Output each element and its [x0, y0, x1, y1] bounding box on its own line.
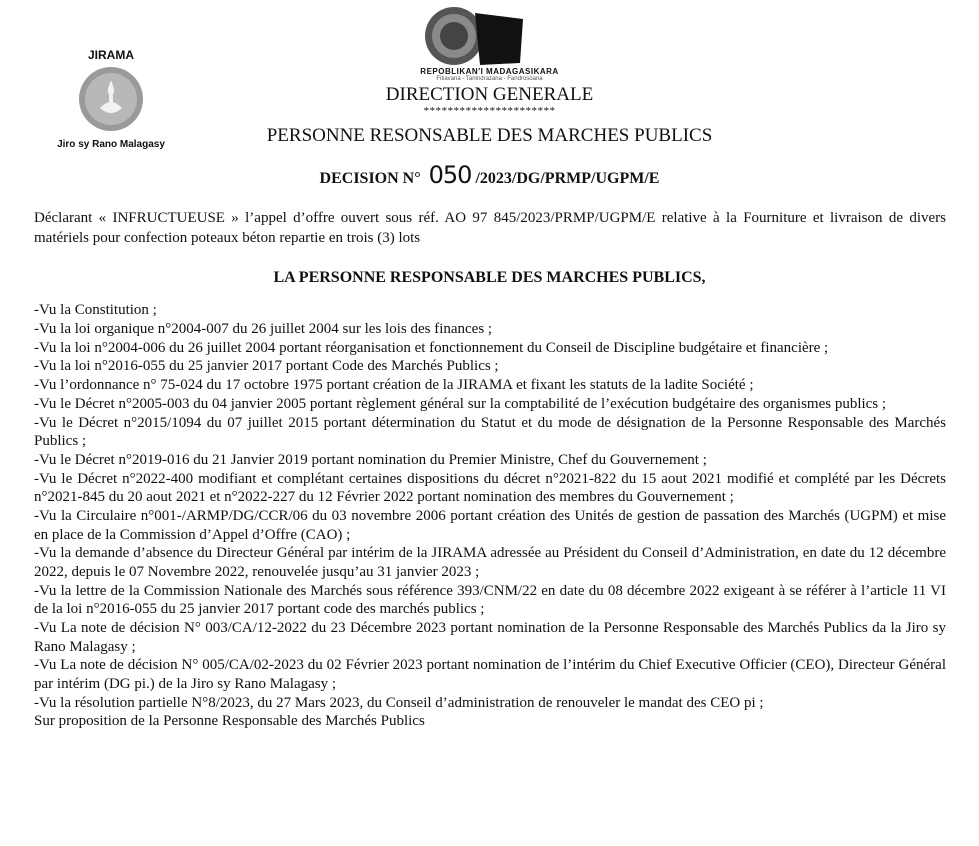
decision-number: 050 [428, 161, 472, 189]
star-separator: ********************** [423, 105, 556, 117]
list-item: -Vu la résolution partielle N°8/2023, du 27 Mars 2023, du Conseil d’administration de renouveler le mandat des CEO pi ; [34, 694, 764, 711]
list-item: -Vu le Décret n°2022-400 modifiant et complétant certaines dispositions du décret n°2021-822 du 15 aout 2021 modifié et complété par les Décrets n°2021-845 du 20 aout 2021 et n°2022-227 du 12 Février 2022 portant nomination des membres du Gouvernement ; [34, 470, 946, 506]
republic-seal-icon [420, 5, 525, 71]
jirama-tagline: Jiro sy Rano Malagasy [57, 139, 165, 150]
list-item: -Vu le Décret n°2015/1094 du 07 juillet 2015 portant détermination du Statut et du mode de désignation de la Personne Responsable des Marchés Publics ; [34, 414, 946, 450]
list-item: -Vu la demande d’absence du Directeur Général par intérim de la JIRAMA adressée au Président du Conseil d’Administration, en date du 12 décembre 2022, depuis le 07 Novembre 2022, renouvelée jusqu’au 31 janvier 2023 ; [34, 545, 946, 580]
decision-line [0, 161, 979, 189]
direction-title: DIRECTION GENERALE [385, 84, 594, 105]
list-item: -Vu La note de décision N° 003/CA/12-2022 du 23 Décembre 2023 portant nomination de la Personne Responsable des Marchés Publics da la Jiro sy Rano Malagasy ; [34, 620, 946, 655]
jirama-name: JIRAMA [87, 48, 134, 62]
list-item: -Vu l’ordonnance n° 75-024 du 17 octobre 1975 portant création de la JIRAMA et fixant les statuts de la ladite Société ; [34, 377, 754, 394]
list-item: -Vu le Décret n°2019-016 du 21 Janvier 2019 portant nomination du Premier Ministre, Chef du Gouvernement ; [34, 452, 707, 469]
considerations-list [34, 301, 946, 731]
list-item: -Vu la Constitution ; [34, 302, 157, 318]
list-item: -Vu la Circulaire n°001-/ARMP/DG/CCR/06 du 03 novembre 2006 portant création des Unités de gestion de passation des Marchés (UGPM) et mise en place de la Commission d’Appel d’Offre (CAO) ; [34, 508, 946, 543]
republic-name: REPOBLIKAN'I MADAGASIKARA [420, 67, 559, 76]
decision-prefix: DECISION N° [319, 170, 421, 187]
list-item: -Vu le Décret n°2005-003 du 04 janvier 2005 portant règlement général sur la comptabilité de l’exécution budgétaire des organismes publics ; [34, 395, 887, 412]
intro-paragraph: Déclarant « INFRUCTUEUSE » l’appel d’offre ouvert sous réf. AO 97 845/2023/PRMP/UGPM/E relative à la Fourniture et livraison de divers matériels pour confection poteaux béton repartie en trois (3) lots [34, 210, 946, 246]
list-item: -Vu la loi n°2004-006 du 26 juillet 2004 portant réorganisation et fonctionnement du Conseil de Discipline budgétaire et financière ; [34, 339, 829, 356]
republic-motto: Fitiavana - Tanindrazana - Fandrosoana [436, 76, 543, 82]
decision-suffix: /2023/DG/PRMP/UGPM/E [475, 170, 660, 187]
prmp-title: PERSONNE RESONSABLE DES MARCHES PUBLICS [266, 125, 713, 146]
list-item: -Vu la loi n°2016-055 du 25 janvier 2017 portant Code des Marchés Publics ; [34, 358, 499, 375]
section-heading: LA PERSONNE RESPONSABLE DES MARCHES PUBLICS, [273, 269, 706, 286]
list-item: -Vu la loi organique n°2004-007 du 26 juillet 2004 sur les lois des finances ; [34, 320, 493, 337]
list-item: -Vu la lettre de la Commission Nationale des Marchés sous référence 393/CNM/22 en date du 08 décembre 2022 exigeant à se référer à l’article 11 VI de la loi n°2016-055 du 25 janvier 2017 portant code des marchés publics ; [34, 582, 946, 618]
list-item: -Vu La note de décision N° 005/CA/02-2023 du 02 Février 2023 portant nomination de l’intérim du Chief Executive Officier (CEO), Directeur Général par intérim (DG pi.) de la Jiro sy Rano Malagasy ; [34, 657, 946, 692]
list-item: Sur proposition de la Personne Responsable des Marchés Publics [34, 713, 425, 730]
